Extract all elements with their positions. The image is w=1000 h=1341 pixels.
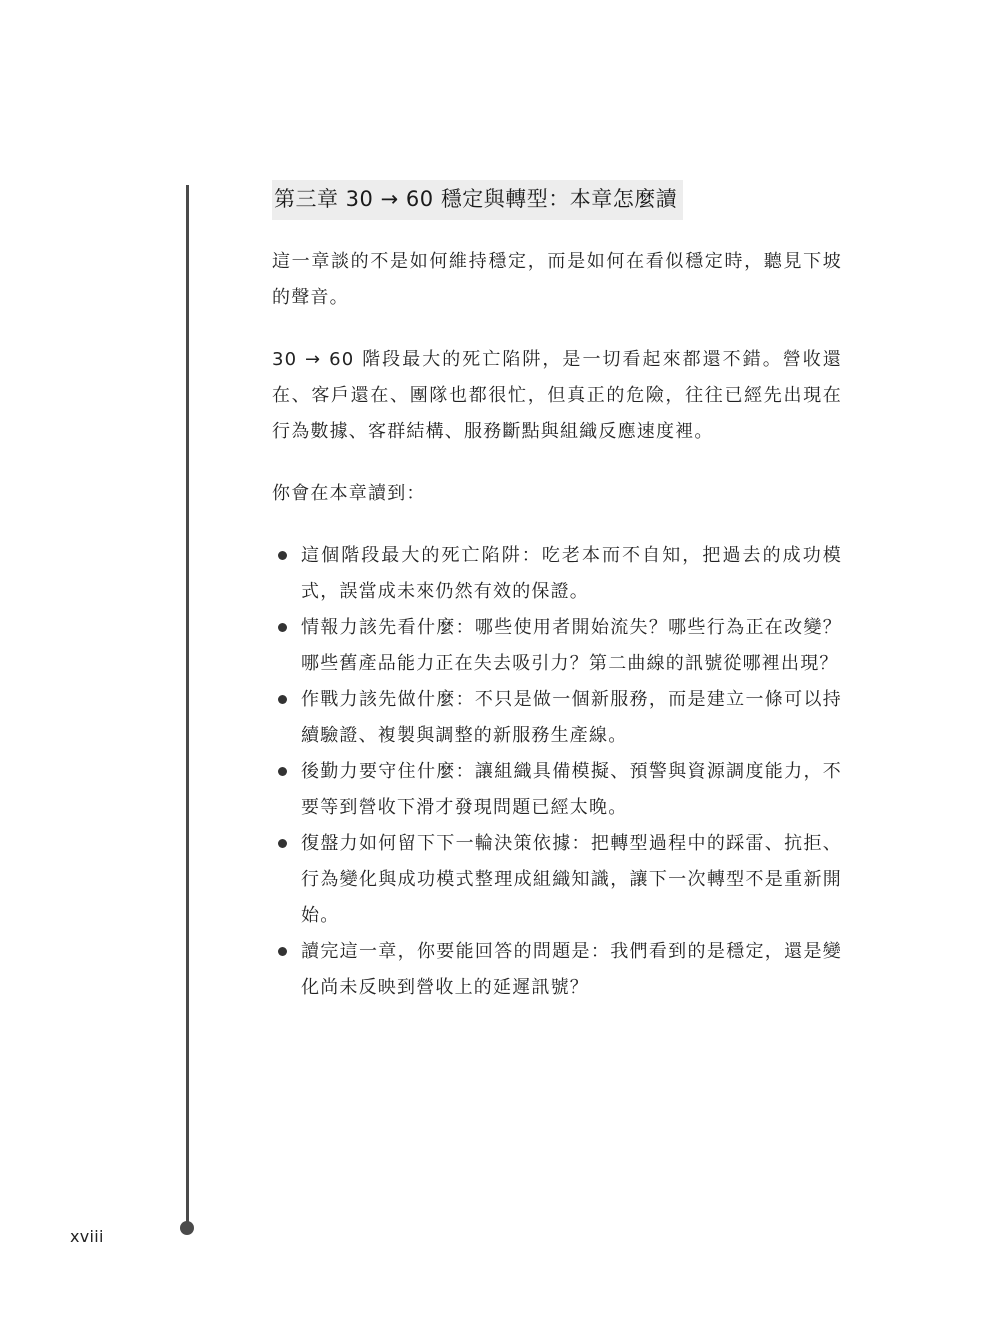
bullet-item xyxy=(272,826,842,934)
bullet-item xyxy=(272,934,842,1006)
bullet-text: 情報力該先看什麼：哪些使用者開始流失？哪些行為正在改變？哪些舊產品能力正在失去吸引力？第二曲線的訊號從哪裡出現？ xyxy=(301,617,842,674)
bullet-text: 復盤力如何留下下一輪決策依據：把轉型過程中的踩雷、抗拒、行為變化與成功模式整理成組織知識，讓下一次轉型不是重新開始。 xyxy=(301,833,842,926)
intro-paragraph-1: 這一章談的不是如何維持穩定，而是如何在看似穩定時，聽見下坡的聲音。 xyxy=(272,251,842,308)
chapter-bullet-list xyxy=(272,538,842,1006)
chapter-title: 第三章 30 → 60 穩定與轉型：本章怎麼讀 xyxy=(272,180,683,220)
intro-paragraph-3: 你會在本章讀到： xyxy=(272,483,426,504)
bullet-dot-icon xyxy=(278,551,287,560)
page-content xyxy=(272,180,842,1006)
bullet-item xyxy=(272,682,842,754)
bullet-dot-icon xyxy=(278,947,287,956)
bullet-item xyxy=(272,538,842,610)
vertical-rule-line xyxy=(186,185,189,1228)
bullet-text: 後勤力要守住什麼：讓組織具備模擬、預警與資源調度能力，不要等到營收下滑才發現問題已經太晚。 xyxy=(301,761,842,818)
bullet-item xyxy=(272,754,842,826)
bullet-dot-icon xyxy=(278,767,287,776)
bullet-text: 讀完這一章，你要能回答的問題是：我們看到的是穩定，還是變化尚未反映到營收上的延遲訊號？ xyxy=(301,941,842,998)
bullet-dot-icon xyxy=(278,695,287,704)
page-number: xviii xyxy=(70,1227,104,1246)
bullet-text: 作戰力該先做什麼：不只是做一個新服務，而是建立一條可以持續驗證、複製與調整的新服務生產線。 xyxy=(301,689,842,746)
rule-end-dot xyxy=(180,1221,194,1235)
bullet-dot-icon xyxy=(278,623,287,632)
bullet-dot-icon xyxy=(278,839,287,848)
bullet-text: 這個階段最大的死亡陷阱：吃老本而不自知，把過去的成功模式，誤當成未來仍然有效的保證。 xyxy=(301,545,842,602)
intro-paragraph-2: 30 → 60 階段最大的死亡陷阱，是一切看起來都還不錯。營收還在、客戶還在、團隊也都很忙，但真正的危險，往往已經先出現在行為數據、客群結構、服務斷點與組織反應速度裡。 xyxy=(272,349,842,442)
bullet-item xyxy=(272,610,842,682)
